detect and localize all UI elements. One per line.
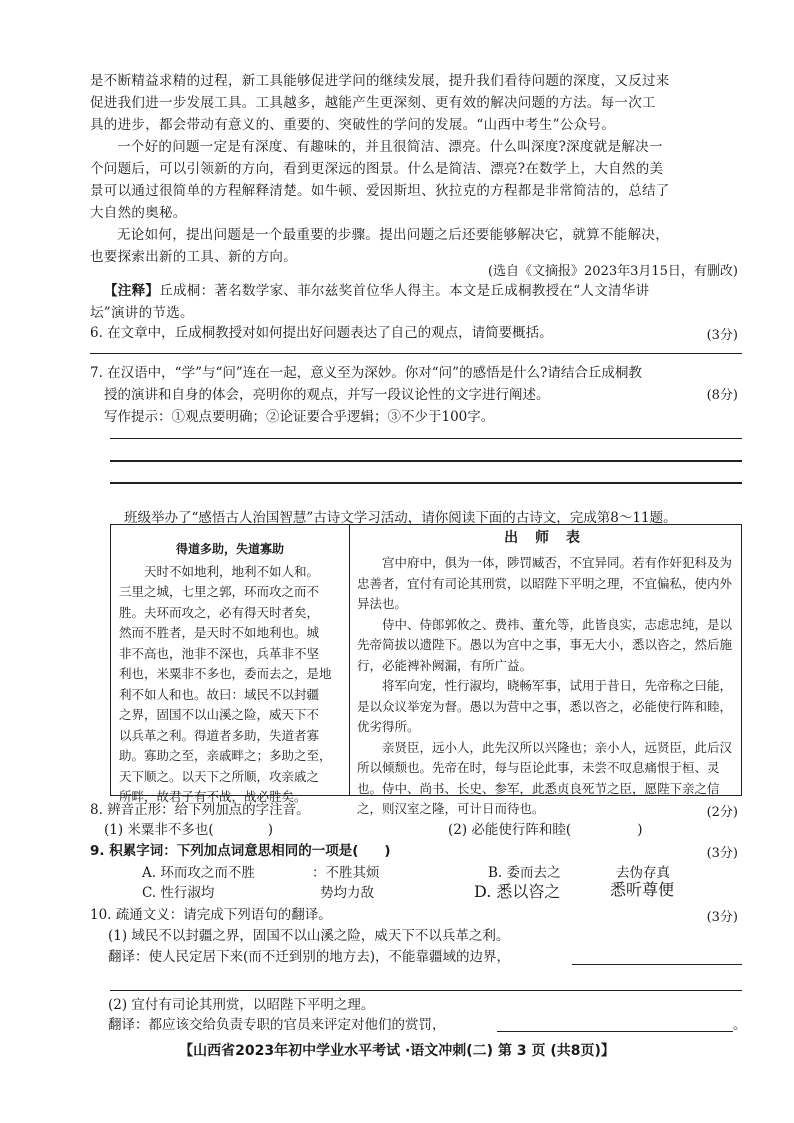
option-d-right: 悉听尊便 (610, 880, 675, 899)
option-b-left: B. 委而去之 (488, 865, 561, 881)
text-line: 然而不胜者，是天时不如地利也。城 (119, 625, 320, 640)
writing-hint: 写作提示：①观点要明确；②论证要合乎逻辑；③不少于100字。 (104, 409, 495, 425)
item-text: (1) 米粟非不多也( (104, 822, 214, 838)
left-text-title: 得道多助，失道寡助 (175, 542, 284, 556)
page-footer: 【山西省2023年初中学业水平考试 ·语文冲刺(二) 第 3 页 (共8页)】 (179, 1043, 615, 1059)
text-line: 授的演讲和自身的体会，亮明你的观点，并写一段议论性的文字进行阐述。 (104, 387, 550, 403)
column-divider (349, 525, 350, 795)
option-c-left: C. 性行淑均 (142, 885, 215, 901)
text-paragraph: 侍中、侍郎郭攸之、费祎、董允等，此皆良实，志虑忠纯，是以先帝简拔以遗陛下。愚以为宫中之事，事无大小，悉以咨之，然后施行，必能裨补阙漏，有所广益。 (357, 616, 733, 673)
answer-line[interactable] (110, 990, 742, 991)
question-10-item-2: (2) 宜付有司论其刑赏，以昭陛下平明之理。 (108, 997, 375, 1013)
text-line: 之界，固国不以山溪之险，威天下不 (119, 707, 320, 722)
question-6: 6. 在文章中，丘成桐教授对如何提出好问题表达了自己的观点，请简要概括。 (90, 325, 553, 341)
text-line: 所畔，故君子有不战，战必胜矣。 (119, 789, 307, 804)
text-paragraph: 将军向宠，性行淑均，晓畅军事，试用于昔日，先帝称之曰能，是以众议举宠为督。愚以为营中之事，悉以咨之，必能使行阵和睦，优劣得所。 (357, 678, 733, 734)
text-line: 天时不如地利，地利不如人和。 (144, 563, 320, 579)
option-a-left: A. 环而攻之而不胜 (142, 865, 255, 881)
paren-close: ) (267, 822, 273, 838)
question-10-score: (3分) (706, 910, 738, 925)
question-10-translation-1: 翻译：使人民定居下来(而不迁到别的地方去)，不能靠疆域的边界， (108, 949, 511, 965)
question-8: 8. 辨音正形：给下列加点的字注音。 (90, 802, 310, 818)
passage-para-2 (90, 136, 740, 224)
text-line: 利不如人和也。故曰：域民不以封疆 (119, 686, 320, 702)
paren-close: ) (384, 843, 391, 859)
text-line: 无论如何，提出问题是一个最重要的步骤。提出问题之后还要能够解决它，就算不能解决， (117, 227, 669, 243)
text-line: 促进我们进一步发展工具。工具越多，越能产生更深刻、更有效的解决问题的方法。每一次工 (90, 95, 656, 111)
text-paragraph: 亲贤臣，远小人，此先汉所以兴隆也；亲小人，远贤臣，此后汉所以倾颓也。先帝在时，每与臣论此事，未尝不叹息痛恨于桓、灵也。侍中、尚书、长史、参军，此悉贞良死节之臣，愿陛下亲之信之，则汉室之隆，可计日而待也。 (357, 739, 733, 816)
passage-para-1 (90, 70, 740, 136)
note-label: 【注释】 (104, 283, 160, 299)
option-c-right: 势均力敌 (320, 885, 374, 901)
question-8-score: (2分) (706, 805, 738, 820)
question-9 (90, 840, 740, 862)
text-line: 天下顺之。以天下之所顺，攻亲戚之 (119, 768, 320, 784)
question-6-score: (3分) (706, 328, 738, 343)
question-10-item-1: (1) 域民不以封疆之界，固国不以山溪之险，威天下不以兵革之利。 (108, 928, 510, 944)
passage-source: (选自《文摘报》2023年3月15日，有删改) (487, 264, 738, 279)
text-line: 个问题后，可以引领新的方向，看到更深远的图景。什么是简洁、漂亮?在数学上，大自然的美 (90, 161, 664, 177)
question-9-score: (3分) (706, 846, 738, 861)
question-7 (90, 362, 740, 428)
answer-line[interactable] (497, 1031, 733, 1032)
text-line: 一个好的问题一定是有深度、有趣味的，并且很简洁、漂亮。什么叫深度?深度就是解决一 (117, 139, 663, 155)
item-text: (2) 必能使行阵和睦( (448, 822, 572, 838)
passage-note (90, 280, 740, 324)
text-line: 也要探索出新的工具、新的方向。 (90, 249, 297, 265)
text-line: 三里之城，七里之郭，环而攻之而不 (119, 584, 320, 599)
question-7-score: (8分) (706, 388, 738, 403)
question-10-translation-2: 翻译：都应该交给负责专职的官员来评定对他们的赏罚， (108, 1017, 446, 1033)
paren-close: ) (637, 822, 643, 838)
text-paragraph: 宫中府中，俱为一体，陟罚臧否，不宜异同。若有作奸犯科及为忠善者，宜付有司论其刑赏，以昭陛下平明之理，不宜偏私，使内外异法也。 (357, 555, 733, 611)
note-text: 坛”演讲的节选。 (90, 305, 194, 321)
answer-line[interactable] (110, 482, 742, 484)
text-line: 7. 在汉语中，“学”与“问”连在一起，意义至为深妙。你对“问”的感悟是什么?请结合丘成桐教 (90, 365, 642, 381)
text-line: 是不断精益求精的过程，新工具能够促进学问的继续发展，提升我们看待问题的深度，又反过来 (90, 73, 670, 89)
left-text (119, 539, 341, 808)
question-10: 10. 疏通文义：请完成下列语句的翻译。 (90, 907, 332, 923)
activity-intro: 班级举办了“感悟古人治国智慧”古诗文学习活动，请你阅读下面的古诗文，完成第8～11题。 (124, 510, 677, 526)
right-text-title: 出 师 表 (504, 530, 586, 546)
text-line: 胜。夫环而攻之，必有得天时者矣， (119, 604, 320, 620)
option-b-right: 去伪存真 (616, 865, 670, 881)
text-line: 景可以通过很简单的方程解释清楚。如牛顿、爱因斯坦、狄拉克的方程都是非常简洁的，总结了 (90, 183, 670, 199)
question-text: 9. 积累字词：下列加点词意思相同的一项是( (90, 843, 359, 859)
option-a-right: ：不胜其烦 (312, 865, 380, 881)
text-line: 利也，米粟非不多也，委而去之，是地 (119, 666, 332, 681)
question-8-item-2 (448, 819, 738, 841)
period: 。 (733, 1017, 747, 1033)
right-text (357, 553, 737, 820)
answer-line[interactable] (110, 438, 742, 439)
text-line: 具的进步，都会带动有意义的、重要的、突破性的学问的发展。“山西中考生”公众号。 (90, 117, 616, 133)
text-line: 大自然的奥秘。 (90, 205, 187, 221)
note-text: 丘成桐：著名数学家、菲尔兹奖首位华人得主。本文是丘成桐教授在“人文清华讲 (159, 283, 650, 299)
answer-line[interactable] (110, 460, 742, 462)
answer-line[interactable] (572, 964, 742, 965)
answer-line[interactable] (90, 353, 742, 354)
text-line: 助。寡助之至，亲戚畔之；多助之至， (119, 748, 332, 763)
option-d-left: D. 悉以咨之 (474, 882, 561, 901)
text-line: 非不高也，池非不深也，兵革非不坚 (119, 645, 320, 661)
text-line: 以兵革之利。得道者多助，失道者寡 (119, 727, 320, 743)
